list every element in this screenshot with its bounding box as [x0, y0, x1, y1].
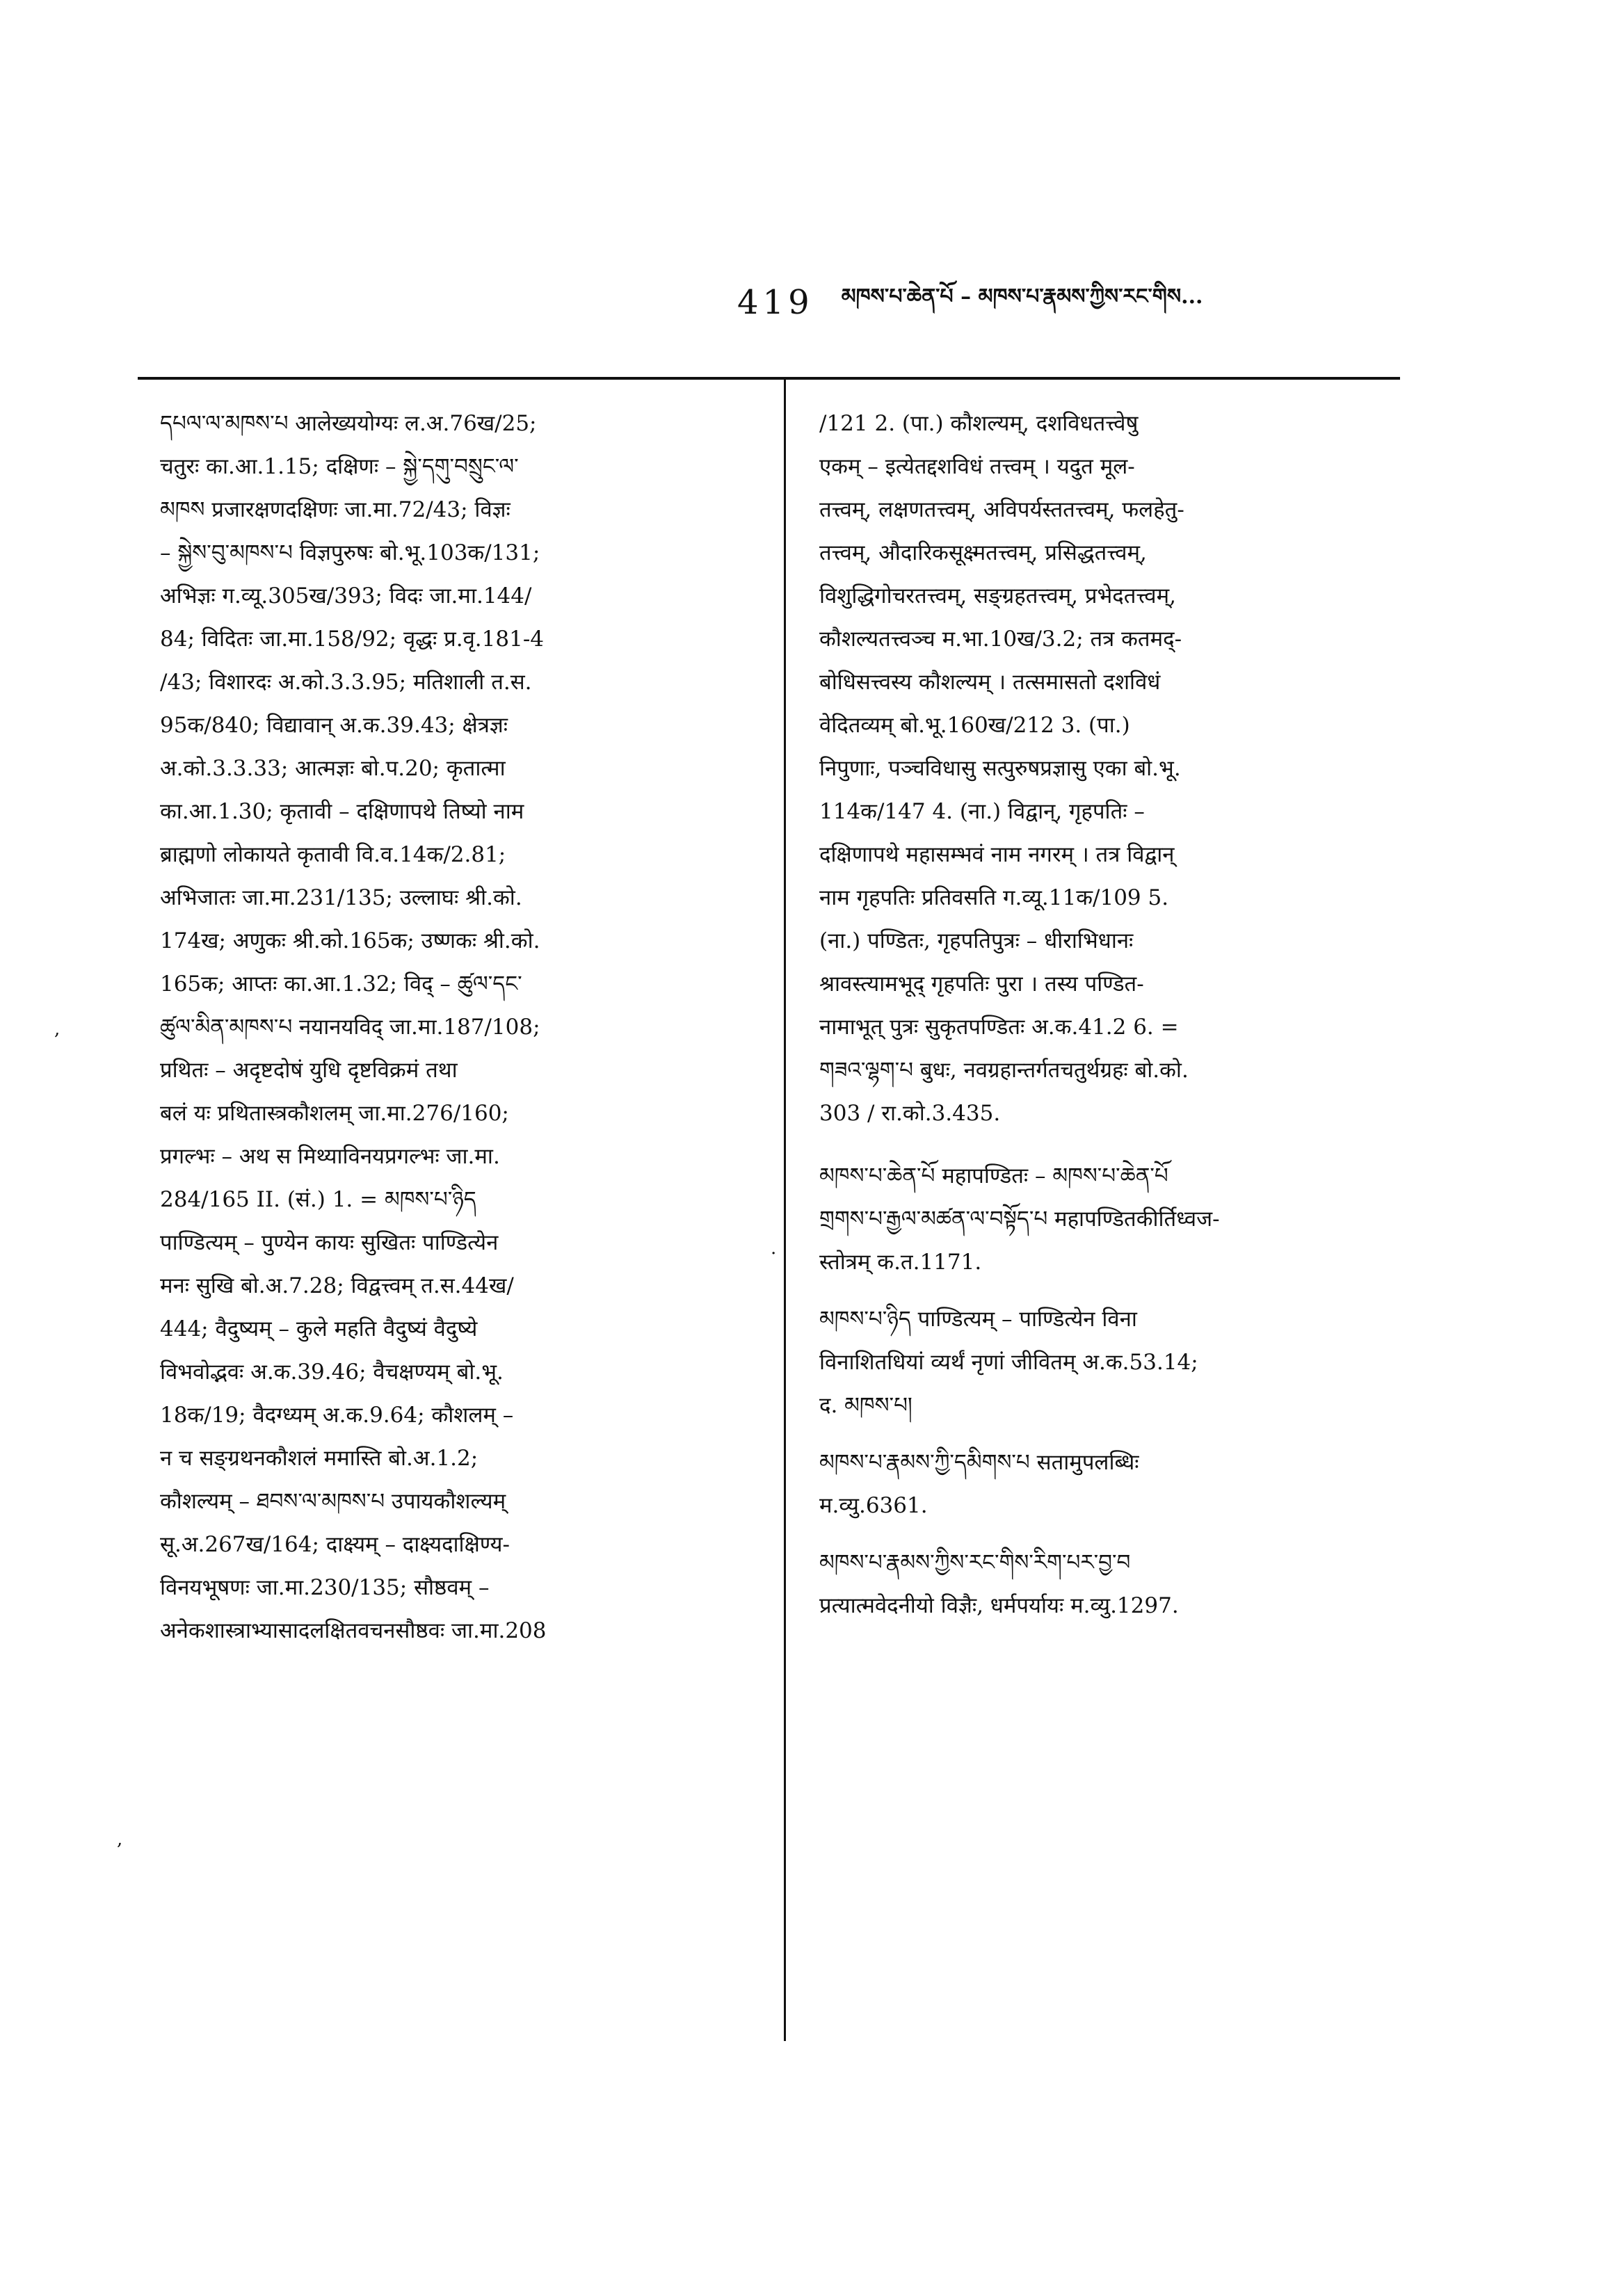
column-divider	[784, 379, 786, 2041]
text-line: अभिजातः जा.मा.231/135; उल्लाघः श्री.को.	[160, 885, 522, 910]
text-line: विनाशितधियां व्यर्थं नृणां जीवितम् अ.क.53.14;	[819, 1350, 1198, 1375]
text-line: དཔལ་ལ་མཁས་པ आलेख्ययोग्यः ल.अ.76ख/25;	[160, 411, 537, 436]
text-line: सू.अ.267ख/164; दाक्ष्यम् – दाक्ष्यदाक्षिण्य-	[160, 1532, 510, 1557]
text-line: दक्षिणापथे महासम्भवं नाम नगरम् । तत्र विद्वान्	[819, 842, 1175, 867]
page-header	[737, 278, 1433, 327]
text-line: अनेकशास्त्राभ्यासादलक्षितवचनसौष्ठवः जा.मा.208	[160, 1618, 547, 1643]
dictionary-entry	[819, 1298, 1407, 1427]
text-line: वेदितव्यम् बो.भू.160ख/212 3. (पा.)	[819, 713, 1130, 738]
text-line: 18क/19; वैदग्ध्यम् अ.क.9.64; कौशलम् –	[160, 1403, 514, 1428]
text-line: नाम गृहपतिः प्रतिवसति ग.व्यू.11क/109 5.	[819, 885, 1169, 910]
text-line: ཚུལ་མིན་མཁས་པ नयानयविद् जा.मा.187/108;	[160, 1015, 540, 1040]
text-line: 165क; आप्तः का.आ.1.32; विद् – ཚུལ་དང་	[160, 971, 522, 997]
text-line: एकम् – इत्येतद्दशविधं तत्त्वम् । यदुत मूल-	[819, 454, 1135, 479]
text-line: 174ख; अणुकः श्री.को.165क; उष्णकः श्री.को.	[160, 928, 540, 953]
text-line: 303 / रा.को.3.435.	[819, 1101, 1001, 1126]
text-line: 444; वैदुष्यम् – कुले महति वैदुष्यं वैदुष्ये	[160, 1316, 478, 1341]
page-number: 419	[737, 283, 814, 322]
text-line: पाण्डित्यम् – पुण्येन कायः सुखितः पाण्डित्येन	[160, 1230, 499, 1255]
text-line: नामाभूत् पुत्रः सुकृतपण्डितः अ.क.41.2 6. =	[819, 1015, 1179, 1040]
text-line: अभिज्ञः ग.व्यू.305ख/393; विदः जा.मा.144/	[160, 583, 532, 608]
text-line: प्रत्यात्मवेदनीयो विज्ञैः, धर्मपर्यायः म.व्यु.1297.	[819, 1593, 1179, 1618]
text-line: तत्त्वम्, औदारिकसूक्ष्मतत्त्वम्, प्रसिद्धतत्त्वम्,	[819, 540, 1147, 565]
running-head: མཁས་པ་ཆེན་པོ – མཁས་པ་རྣམས་ཀྱིས་རང་གིས...	[841, 284, 1203, 309]
text-line: प्रगल्भः – अथ स मिथ्याविनयप्रगल्भः जा.मा.	[160, 1144, 500, 1169]
text-line: 284/165 II. (सं.) 1. = མཁས་པ་ཉིད	[160, 1187, 476, 1212]
text-line: कौशल्यतत्त्वञ्च म.भा.10ख/3.2; तत्र कतमद्-	[819, 627, 1182, 652]
text-line: (ना.) पण्डितः, गृहपतिपुत्रः – धीराभिधानः	[819, 928, 1134, 953]
headword-line: མཁས་པ་རྣམས་ཀྱིས་རང་གིས་རིག་པར་བྱ་བ	[819, 1550, 1131, 1575]
text-line: – སྐྱེས་བུ་མཁས་པ विज्ञपुरुषः बो.भू.103क/131;	[160, 540, 540, 565]
text-line: विभवोद्भवः अ.क.39.46; वैचक्षण्यम् बो.भू.	[160, 1360, 504, 1385]
text-line: म.व्यु.6361.	[819, 1493, 928, 1518]
text-line: གྲགས་པ་རྒྱལ་མཚན་ལ་བསྟོད་པ महापण्डितकीर्तिध्वज-	[819, 1207, 1220, 1232]
text-line: न च सङ्ग्रथनकौशलं ममास्ति बो.अ.1.2;	[160, 1446, 479, 1471]
dictionary-entry	[819, 1541, 1407, 1627]
text-line: अ.को.3.3.33; आत्मज्ञः बो.प.20; कृतात्मा	[160, 756, 506, 781]
text-line: /121 2. (पा.) कौशल्यम्, दशविधतत्त्वेषु	[819, 411, 1139, 436]
left-column	[160, 402, 764, 1652]
text-line: द. མཁས་པ།	[819, 1393, 913, 1418]
dictionary-entry	[819, 402, 1407, 1135]
text-line: प्रथितः – अदृष्टदोषं युधि दृष्टविक्रमं तथा	[160, 1058, 458, 1083]
text-line: बोधिसत्त्वस्य कौशल्यम् । तत्समासतो दशविधं	[819, 670, 1161, 695]
dictionary-entry	[819, 1441, 1407, 1527]
text-line: श्रावस्त्यामभूद् गृहपतिः पुरा । तस्य पण्डित-	[819, 971, 1144, 997]
headword-line: མཁས་པ་རྣམས་ཀྱི་དམིགས་པ सतामुपलब्धिः	[819, 1450, 1139, 1475]
text-line: स्तोत्रम् क.त.1171.	[819, 1250, 982, 1275]
text-line: कौशल्यम् – ཐབས་ལ་མཁས་པ उपायकौशल्यम्	[160, 1489, 506, 1514]
text-line: ब्राह्मणो लोकायते कृतावी वि.व.14क/2.81;	[160, 842, 506, 867]
text-line: का.आ.1.30; कृतावी – दक्षिणापथे तिष्यो नाम	[160, 799, 524, 824]
text-line: 84; विदितः जा.मा.158/92; वृद्धः प्र.वृ.181-4	[160, 627, 545, 652]
margin-mark: ,	[54, 1019, 61, 1040]
text-line: /43; विशारदः अ.को.3.3.95; मतिशाली त.स.	[160, 670, 532, 695]
text-line: मनः सुखि बो.अ.7.28; विद्वत्त्वम् त.स.44ख/	[160, 1273, 514, 1298]
text-line: बलं यः प्रथितास्त्रकौशलम् जा.मा.276/160;	[160, 1101, 509, 1126]
text-line: 95क/840; विद्यावान् अ.क.39.43; क्षेत्रज्ञः	[160, 713, 508, 738]
text-line: निपुणाः, पञ्चविधासु सत्पुरुषप्रज्ञासु एका बो.भू.	[819, 756, 1181, 781]
text-line: གཟའ་ལྷག་པ बुधः, नवग्रहान्तर्गतचतुर्थग्रहः बो.को.	[819, 1058, 1189, 1083]
dictionary-entry	[819, 1154, 1407, 1284]
text-line: མཁས प्रजारक्षणदक्षिणः जा.मा.72/43; विज्ञः	[160, 497, 510, 522]
text-line: तत्त्वम्, लक्षणतत्त्वम्, अविपर्यस्ततत्त्वम्, फलहेतु-	[819, 497, 1184, 522]
headword-line: མཁས་པ་ཉིད पाण्डित्यम् – पाण्डित्येन विना	[819, 1307, 1137, 1332]
text-line: 114क/147 4. (ना.) विद्वान्, गृहपतिः –	[819, 799, 1145, 824]
text-line: चतुरः का.आ.1.15; दक्षिणः – སྐྱེ་དགུ་བསྲུང་ལ་	[160, 454, 519, 479]
header-rule	[138, 377, 1400, 380]
text-line: विनयभूषणः जा.मा.230/135; सौष्ठवम् –	[160, 1575, 490, 1600]
margin-mark: .	[771, 1238, 777, 1259]
text-line: विशुद्धिगोचरतत्त्वम्, सङ्ग्रहतत्त्वम्, प्रभेदतत्त्वम्,	[819, 583, 1177, 608]
margin-mark: ,	[117, 1829, 123, 1850]
right-column	[819, 402, 1407, 1641]
headword-line: མཁས་པ་ཆེན་པོ महापण्डितः – མཁས་པ་ཆེན་པོ	[819, 1163, 1168, 1188]
